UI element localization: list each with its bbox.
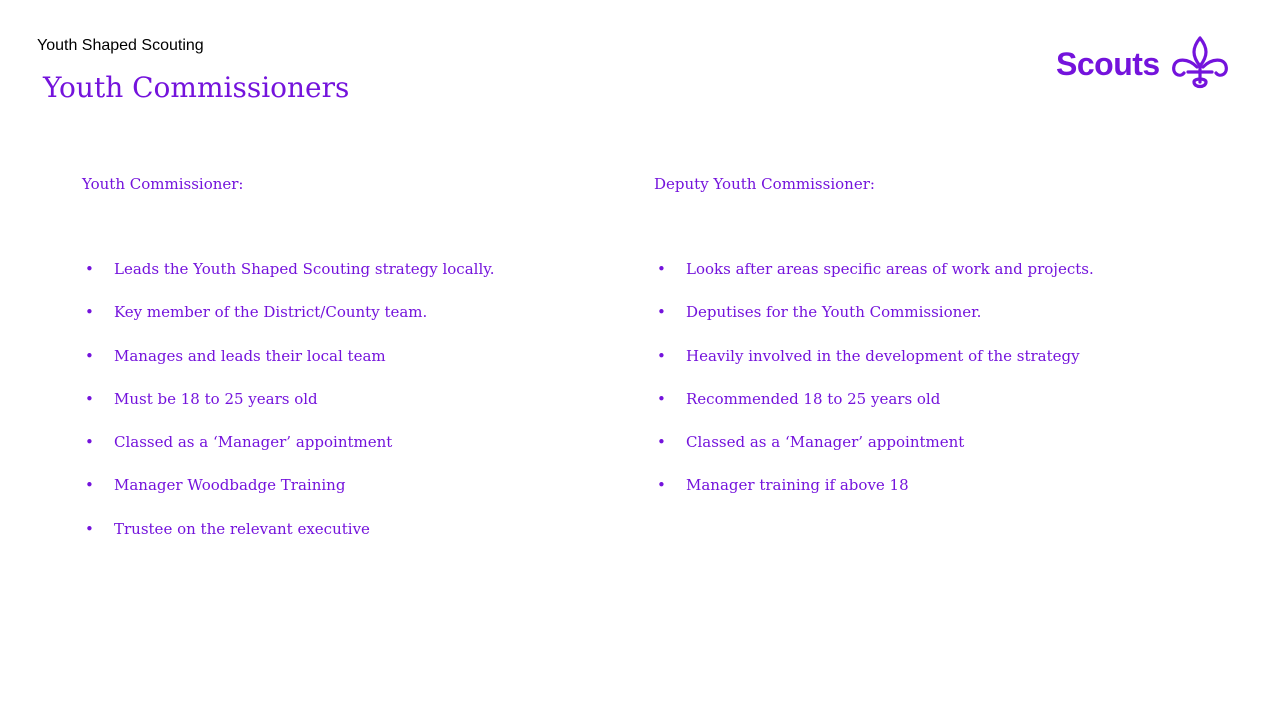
bullet-icon: •: [657, 389, 666, 408]
bullet-icon: •: [657, 260, 666, 278]
bullet-icon: •: [85, 260, 94, 278]
list-item: [654, 385, 1094, 428]
youth-commissioner-column: [82, 170, 602, 538]
bullet-icon: •: [657, 303, 666, 322]
list-item: [82, 515, 495, 558]
page-title: Youth Commissioners: [43, 71, 350, 104]
bullet-icon: •: [85, 346, 94, 365]
list-item: [654, 298, 1094, 341]
bullet-icon: •: [85, 476, 94, 495]
bullet-icon: •: [657, 346, 666, 365]
scouts-logo: [1056, 36, 1230, 92]
list-item-text: Leads the Youth Shaped Scouting strategy locally.: [114, 260, 495, 278]
bullet-icon: •: [85, 519, 94, 538]
bullet-icon: •: [85, 433, 94, 452]
list-item-text: Deputises for the Youth Commissioner.: [686, 303, 982, 322]
list-item: [654, 428, 1094, 471]
bullet-list: [82, 255, 495, 558]
list-item-text: Heavily involved in the development of the strategy: [686, 346, 1080, 365]
list-item-text: Classed as a ‘Manager’ appointment: [114, 433, 393, 452]
list-item-text: Key member of the District/County team.: [114, 303, 428, 322]
logo-wordmark: Scouts: [1056, 46, 1160, 82]
list-item: [82, 471, 495, 514]
section-kicker: Youth Shaped Scouting: [37, 37, 204, 54]
list-item-text: Manager Woodbadge Training: [114, 476, 346, 495]
bullet-icon: •: [85, 389, 94, 408]
list-item-text: Manager training if above 18: [686, 476, 909, 495]
list-item-text: Manages and leads their local team: [114, 346, 386, 365]
list-item: [82, 342, 495, 385]
bullet-icon: •: [657, 476, 666, 495]
column-heading: Youth Commissioner:: [82, 175, 244, 193]
bullet-icon: •: [657, 433, 666, 452]
fleur-de-lis-icon: [1170, 36, 1230, 92]
list-item: [82, 428, 495, 471]
list-item: [82, 255, 495, 298]
deputy-youth-commissioner-column: [654, 170, 1174, 495]
list-item-text: Looks after areas specific areas of work and projects.: [686, 260, 1094, 278]
list-item: [654, 255, 1094, 298]
list-item-text: Recommended 18 to 25 years old: [686, 389, 941, 408]
list-item-text: Must be 18 to 25 years old: [114, 389, 318, 408]
list-item-text: Classed as a ‘Manager’ appointment: [686, 433, 965, 452]
column-heading: Deputy Youth Commissioner:: [654, 175, 875, 193]
bullet-list: [654, 255, 1094, 515]
list-item: [654, 471, 1094, 514]
list-item: [654, 342, 1094, 385]
list-item: [82, 298, 495, 341]
list-item-text: Trustee on the relevant executive: [114, 519, 370, 538]
bullet-icon: •: [85, 303, 94, 322]
list-item: [82, 385, 495, 428]
